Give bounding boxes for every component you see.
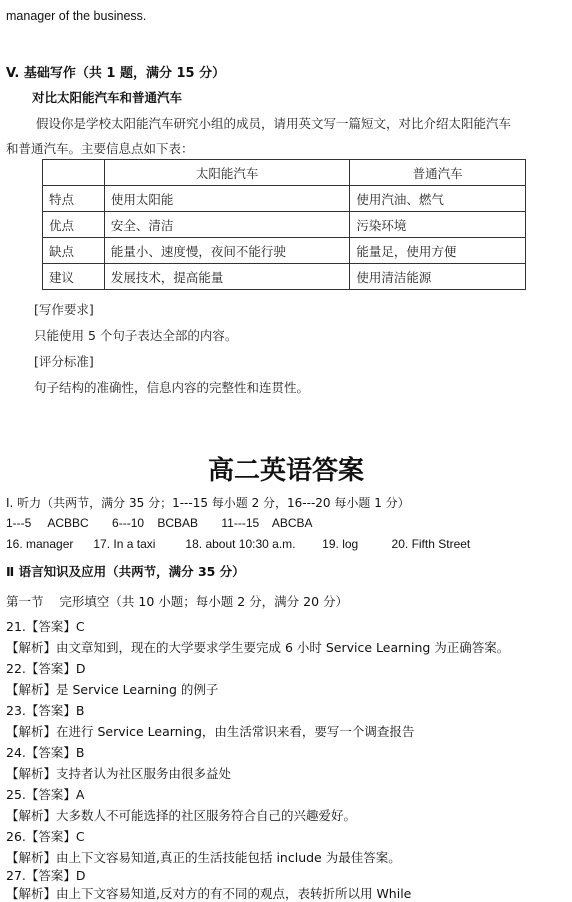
table-cell: 使用清洁能源 [350,264,526,290]
section-v-prompt-line2: 和普通汽车。主要信息点如下表： [6,141,194,156]
table-cell: 建议 [43,264,105,290]
table-cell: 特点 [43,186,105,212]
part1-answers-1-15: 1---5 ACBBC 6---10 BCBAB 11---15 ABCBA [6,516,313,530]
answer-line: 26.【答案】C [6,829,85,844]
section-v-title: V. 基础写作（共 1 题，满分 15 分） [6,66,226,81]
table-cell: 发展技术，提高能量 [104,264,349,290]
table-cell: 缺点 [43,238,105,264]
top-continuation-text: manager of the business. [6,9,147,23]
section-v-subtitle: 对比太阳能汽车和普通汽车 [32,90,183,105]
table-header-cell: 普通汽车 [350,160,526,186]
analysis-line: 【解析】由上下文容易知道,真正的生活技能包括 include 为最佳答案。 [6,850,401,865]
table-row [43,212,526,238]
writing-requirements-label: [写作要求] [34,302,94,317]
analysis-line: 【解析】由上下文容易知道,反对方的有不同的观点，表转折所以用 While [6,886,412,901]
section-v-prompt-line1: 假设你是学校太阳能汽车研究小组的成员，请用英文写一篇短文，对比介绍太阳能汽车 [36,116,512,131]
table-cell: 污染环境 [350,212,526,238]
table-cell: 使用汽油、燃气 [350,186,526,212]
answer-line: 21.【答案】C [6,619,85,634]
writing-requirements-text: 只能使用 5 个句子表达全部的内容。 [34,328,238,343]
comparison-table [42,159,526,290]
table-row [43,238,526,264]
table-header-cell: 太阳能汽车 [104,160,349,186]
table-header-row [43,160,526,186]
part2-heading: Ⅱ 语言知识及应用（共两节，满分 35 分） [6,564,245,579]
part1-heading: I. 听力（共两节，满分 35 分；1---15 每小题 2 分，16---20 每小题 1 分） [6,496,410,510]
table-header-cell [43,160,105,186]
scoring-criteria-label: [评分标准] [34,354,94,369]
answer-line: 23.【答案】B [6,703,85,718]
answer-line: 22.【答案】D [6,661,86,676]
answer-line: 25.【答案】A [6,787,85,802]
answer-line: 27.【答案】D [6,868,86,883]
scoring-criteria-text: 句子结构的准确性，信息内容的完整性和连贯性。 [34,380,310,395]
analysis-line: 【解析】大多数人不可能选择的社区服务符合自己的兴趣爱好。 [6,808,357,823]
table-cell: 能量小、速度慢，夜间不能行驶 [104,238,349,264]
table-cell: 优点 [43,212,105,238]
table-cell: 安全、清洁 [104,212,349,238]
analysis-line: 【解析】支持者认为社区服务由很多益处 [6,766,232,781]
answer-key-title: 高二英语答案 [207,456,364,486]
table-row [43,264,526,290]
table-row [43,186,526,212]
answer-line: 24.【答案】B [6,745,85,760]
table-cell: 能量足，使用方便 [350,238,526,264]
analysis-line: 【解析】在进行 Service Learning，由生活常识来看，要写一个调查报告 [6,724,415,739]
part1-answers-16-20: 16. manager 17. In a taxi 18. about 10:30 a.m. 19. log 20. Fifth Street [6,537,471,551]
part2-section1-heading: 第一节 完形填空（共 10 小题；每小题 2 分，满分 20 分） [6,594,348,609]
analysis-line: 【解析】由文章知到，现在的大学要求学生要完成 6 小时 Service Learning 为正确答案。 [6,640,510,655]
table-cell: 使用太阳能 [104,186,349,212]
analysis-line: 【解析】是 Service Learning 的例子 [6,682,219,697]
